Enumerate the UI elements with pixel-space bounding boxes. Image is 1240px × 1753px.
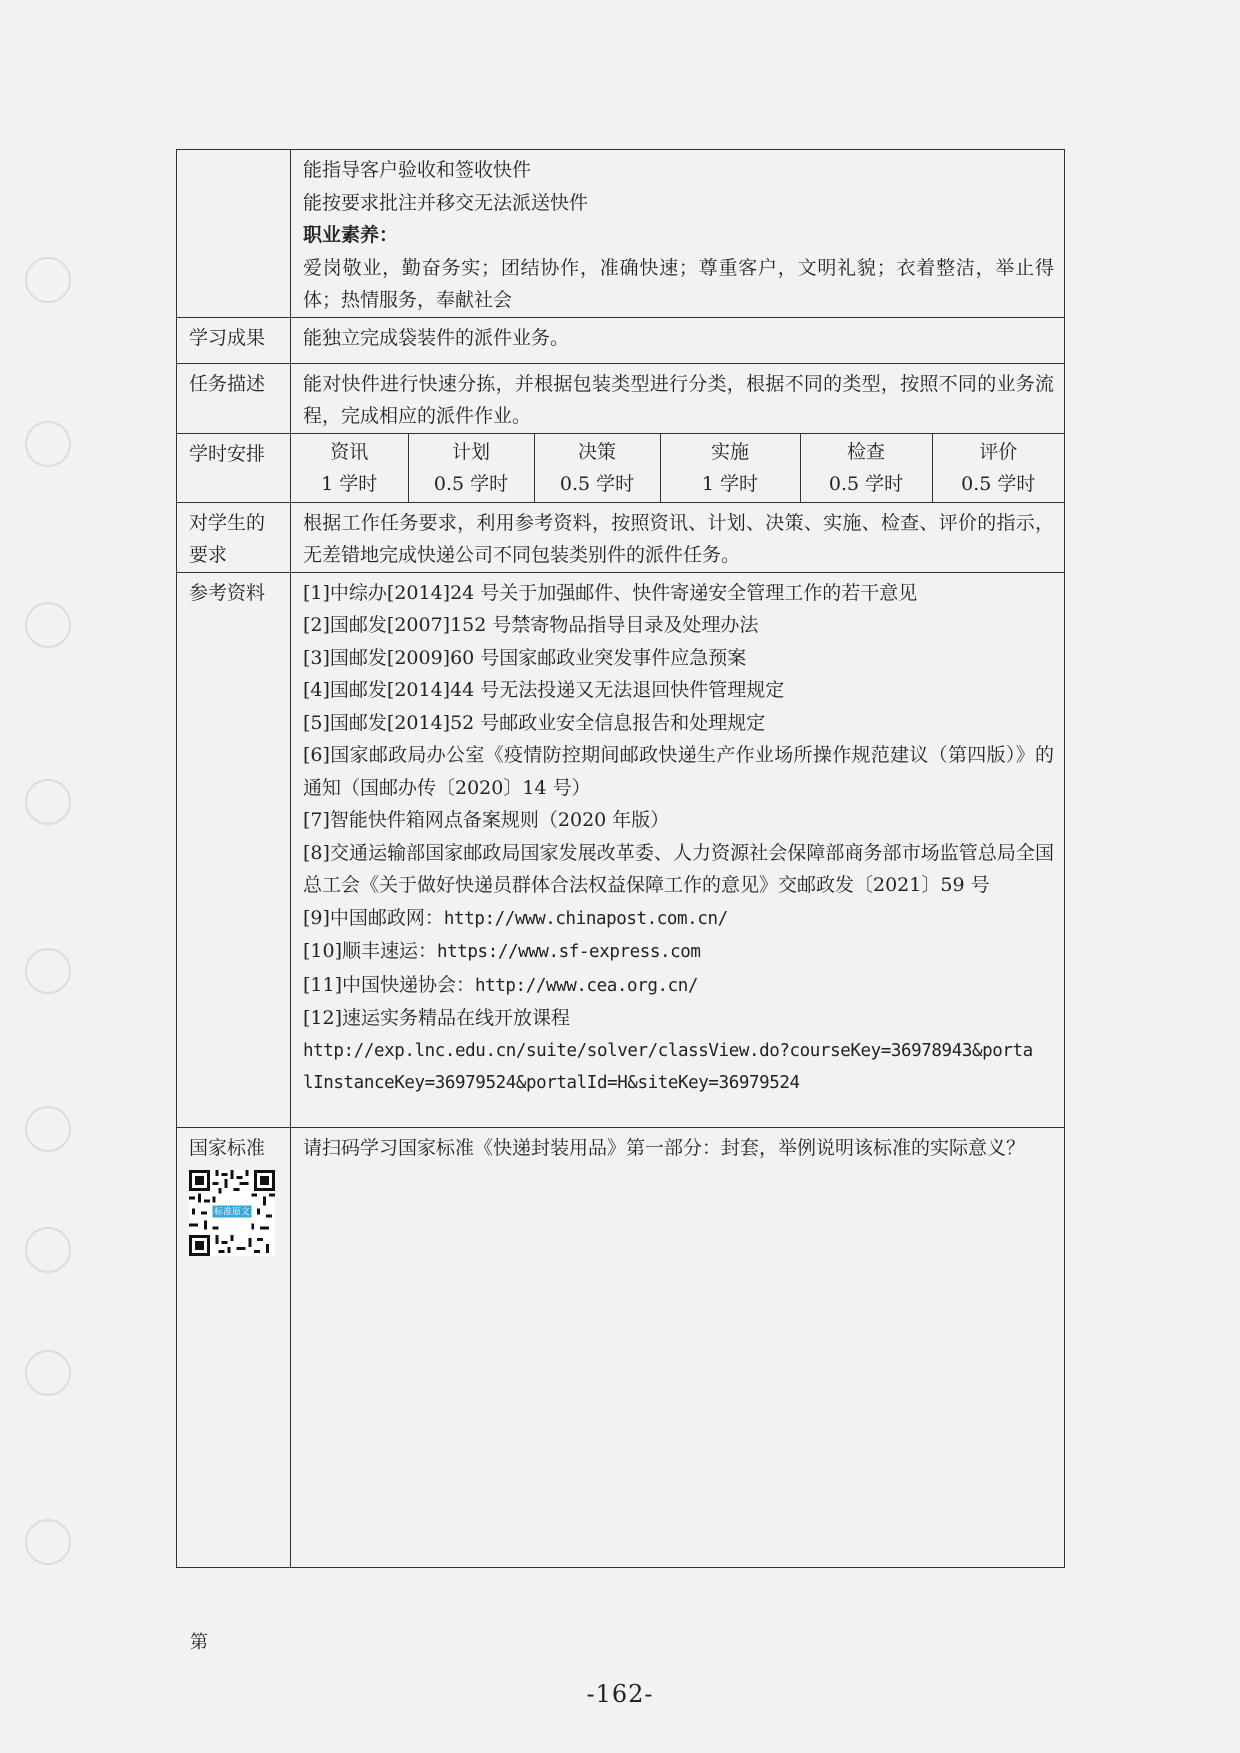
reference-link-prefix: [10]顺丰速运： [303,940,438,962]
schedule-item [932,434,1064,502]
schedule-label: 学时安排 [177,433,291,502]
schedule-item-hours: 0.5 学时 [433,473,509,495]
standard-question: 请扫码学习国家标准《快递封装用品》第一部分：封套，举例说明该标准的实际意义？ [303,1136,1026,1159]
skill-line: 能指导客户验收和签收快件 [303,159,532,181]
reference-link-url[interactable]: http://www.chinapost.com.cn/ [443,908,728,929]
schedule-item [660,434,800,502]
outcome-label: 学习成果 [177,317,291,363]
reference-link-item [303,935,1054,969]
skills-row [177,150,1065,318]
reference-link-prefix: [9]中国邮政网： [303,906,444,929]
schedule-item [800,434,932,502]
skill-line: 能按要求批注并移交无法派送快件 [303,191,589,214]
outcome-row [177,317,1065,363]
schedule-row [177,433,1065,502]
qr-caption: 标准原文 [214,1207,250,1218]
schedule-item-name: 资讯 [330,440,369,463]
schedule-item-hours: 0.5 学时 [961,473,1036,495]
standard-label: 国家标准 [189,1136,266,1159]
binder-hole [25,1350,71,1396]
schedule-item-hours: 1 学时 [701,473,759,495]
schedule-item [291,434,408,502]
schedule-item [408,434,534,502]
schedule-item-name: 实施 [710,440,749,463]
reference-link-prefix: [11]中国快递协会： [303,973,476,996]
quality-text: 爱岗敬业，勤奋务实；团结协作，准确快速；尊重客户，文明礼貌；衣着整洁，举止得体；热情服务，奉献社会 [303,256,1054,311]
skills-content [291,150,1065,318]
binder-hole [25,948,71,994]
schedule-item [534,434,660,502]
reference-link-item [303,902,1054,936]
schedule-item-name: 评价 [979,440,1018,463]
binder-hole [25,1106,71,1152]
requirements-label-line: 对学生的 [189,511,266,534]
requirements-text [291,502,1065,572]
skills-label-cell [177,150,291,318]
schedule-cell [291,433,1065,502]
reference-item: [12]速运实务精品在线开放课程 [303,1007,571,1029]
page-number: -162- [586,1680,654,1708]
schedule-item-name: 决策 [577,440,616,463]
reference-course-url[interactable]: lInstanceKey=36979524&portalId=H&siteKey=36979524 [303,1073,800,1093]
schedule-item-hours: 0.5 学时 [559,473,635,495]
reference-link-item [303,969,1054,1003]
schedule-item-name: 检查 [846,440,885,463]
reference-item: [6]国家邮政局办公室《疫情防控期间邮政快递生产作业场所操作规范建议（第四版）》的通知（国邮办传〔2020〕14 号） [303,744,1054,799]
footer-mark: 第 [190,1632,208,1653]
schedule-item-hours: 1 学时 [321,473,378,495]
schedule-item-name: 计划 [451,440,490,463]
reference-link-url[interactable]: http://www.cea.org.cn/ [475,975,699,996]
qr-code-icon[interactable] [189,1170,275,1256]
schedule-item-hours: 0.5 学时 [828,473,904,495]
binder-hole [25,1227,71,1273]
binder-hole [25,1519,71,1565]
standard-row [177,1127,1065,1568]
binder-hole [25,602,71,648]
binder-hole [25,257,71,303]
references-list [291,572,1065,1127]
reference-item: [1]中综办[2014]24 号关于加强邮件、快件寄递安全管理工作的若干意见 [303,581,918,604]
references-row [177,572,1065,1127]
reference-item: [5]国邮发[2014]52 号邮政业安全信息报告和处理规定 [303,711,766,734]
reference-item: [7]智能快件箱网点备案规则（2020 年版） [303,809,670,831]
requirements-label-line: 要求 [189,544,228,566]
reference-item: [8]交通运输部国家邮政局国家发展改革委、人力资源社会保障部商务部市场监管总局全国总工会《关于做好快递员群体合法权益保障工作的意见》交邮政发〔2021〕59 号 [303,841,1054,896]
requirements-row [177,502,1065,572]
task-description: 能对快件进行快速分拣，并根据包装类型进行分类，根据不同的类型，按照不同的业务流程，完成相应的派件作业。 [303,372,1054,427]
references-label: 参考资料 [177,572,291,1127]
outcome-text: 能独立完成袋装件的派件业务。 [291,317,1065,363]
reference-link-url[interactable]: https://www.sf-express.com [437,942,701,962]
reference-item: [3]国邮发[2009]60 号国家邮政业突发事件应急预案 [303,646,747,669]
reference-item: [2]国邮发[2007]152 号禁寄物品指导目录及处理办法 [303,614,759,636]
standard-label-cell [177,1127,291,1568]
task-label: 任务描述 [177,363,291,433]
task-row [177,363,1065,433]
task-table [176,149,1065,1568]
task-text [291,363,1065,433]
reference-course-url[interactable]: http://exp.lnc.edu.cn/suite/solver/classView.do?courseKey=36978943&porta [303,1040,1033,1061]
binder-hole [25,421,71,467]
requirements-description: 根据工作任务要求，利用参考资料，按照资讯、计划、决策、实施、检查、评价的指示，无差错地完成快递公司不同包装类别件的派件任务。 [303,511,1054,566]
quality-heading: 职业素养： [303,224,399,246]
requirements-label [177,502,291,572]
standard-text [291,1127,1065,1568]
binder-hole [25,779,71,825]
schedule-table [291,434,1064,502]
reference-item: [4]国邮发[2014]44 号无法投递又无法退回快件管理规定 [303,679,785,701]
